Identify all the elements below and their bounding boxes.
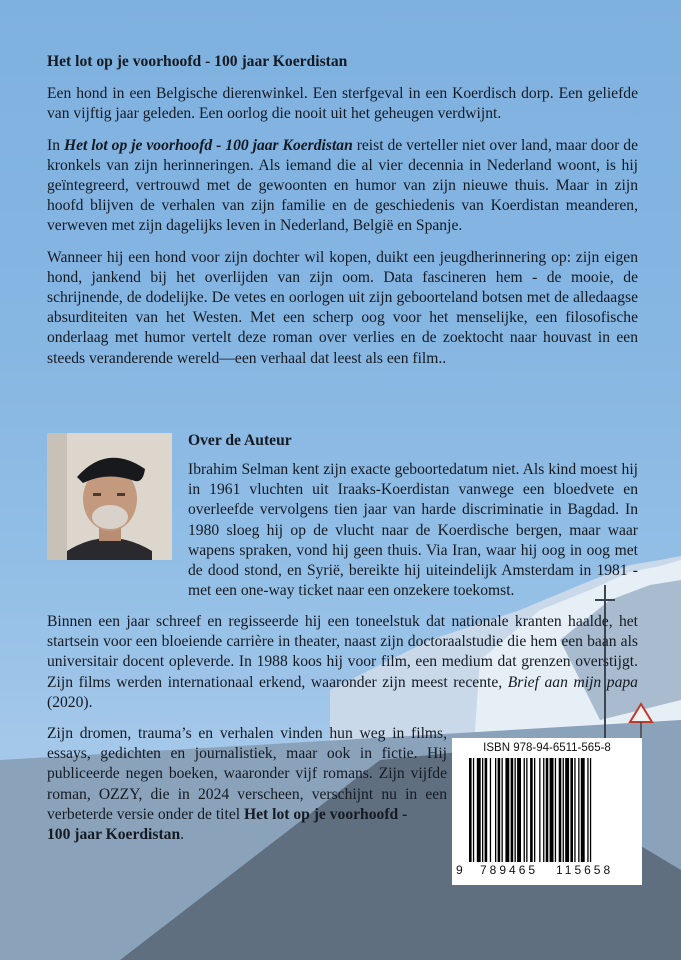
text-span: Binnen een jaar schreef en regisseerde hij een toneelstuk dat nationale kranten haalde, het startsein voor een bloeiende carrière in theater, naast zijn doctoraalstudie die hem een baan als universitair docent opleverde. In 1988 koos hij voor film, een medium dat grenzen overstijgt. Zijn films werden internationaal erkend, waaronder zijn meest recente, bbox=[47, 613, 638, 691]
film-title-italic: Brief aan mijn papa bbox=[507, 673, 638, 691]
text-span: reist de verteller niet over land, maar door de kronkels van zijn herinneringen. Als iemand die al vier decennia in Nederland woont, is hij geïntegreerd, vertrouwd met de gewoonten en humor van zijn nieuwe thuis. Maar in zijn hoofd blijven de verhalen van zijn familie en de geschiedenis van Koerdistan meanderen, verweven met zijn dagelijks leven in Nederland, België en Spanje. bbox=[47, 136, 639, 235]
author-bio-paragraph-2 bbox=[47, 612, 638, 713]
author-bio-paragraph-1: Ibrahim Selman kent zijn exacte geboortedatum niet. Als kind moest hij in 1961 vluchten uit Iraaks-Koerdistan vanwege een bloedvete en overleefde vervolgens tien jaar van harde discriminatie in Bagdad. In 1980 sloeg hij op de vlucht naar de Koerdische bergen, maar waar wapens spraken, vond hij geen thuis. Via Iran, waar hij oog in oog met de dood stond, en Syrië, bereikte hij uiteindelijk Amsterdam in 1981 - met een one-way ticket naar een onzekere toekomst. bbox=[188, 461, 638, 600]
description-paragraph bbox=[47, 136, 638, 237]
isbn-digit-group-1: 789465 bbox=[480, 863, 539, 877]
intro-paragraph: Een hond in een Belgische dierenwinkel. Een sterfgeval in een Koerdisch dorp. Een geliefde van vijftig jaar geleden. Een oorlog die nooit uit het geheugen verdwijnt. bbox=[47, 85, 638, 123]
book-title: Het lot op je voorhoofd - 100 jaar Koerdistan bbox=[47, 53, 348, 70]
author-bio-paragraph-3 bbox=[47, 724, 447, 845]
isbn-label: ISBN 978-94-6511-565-8 bbox=[483, 742, 611, 754]
title-italic: Het lot op je voorhoofd - 100 jaar Koerdistan bbox=[63, 136, 353, 154]
description-block bbox=[47, 52, 638, 380]
isbn-barcode bbox=[452, 738, 642, 885]
title-bold-a: Het lot op je voorhoofd - bbox=[244, 805, 408, 823]
author-photo bbox=[47, 433, 172, 560]
isbn-digit-group-2: 115658 bbox=[556, 863, 614, 877]
plot-paragraph: Wanneer hij een hond voor zijn dochter wil kopen, duikt een jeugdherinnering op: zijn eigen hond, jankend bij het overlijden van zijn oom. Data fascineren hem - de mooie, de schrijnende, de dodelijke. De vetes en oorlogen uit zijn geboorteland botsen met de alledaagse absurditeiten van het Westen. Met een scherp oog voor het menselijke, een filosofische onderlaag met humor vertelt deze roman over verlies en de zoektocht naar houvast in een steeds veranderende wereld—een verhaal dat leest als een film.. bbox=[47, 248, 638, 367]
isbn-digit-first: 9 bbox=[456, 863, 463, 877]
title-bold-b: 100 jaar Koerdistan bbox=[47, 826, 181, 844]
text-span: Zijn dromen, trauma’s en verhalen vinden hun weg in films, essays, gedichten en journalistiek, maar ook in fictie. Hij publiceerde negen boeken, waaronder vijf romans. Zijn vijfde roman, OZZY, die in 2024 verscheen, verschijnt nu in een verbeterde versie onder de titel bbox=[47, 725, 447, 823]
text-span: . bbox=[180, 826, 185, 844]
text-span: (2020). bbox=[47, 693, 93, 711]
barcode-icon bbox=[469, 758, 627, 864]
text-span: In bbox=[47, 136, 64, 154]
about-author-text bbox=[188, 431, 638, 451]
author-heading: Over de Auteur bbox=[188, 432, 292, 449]
